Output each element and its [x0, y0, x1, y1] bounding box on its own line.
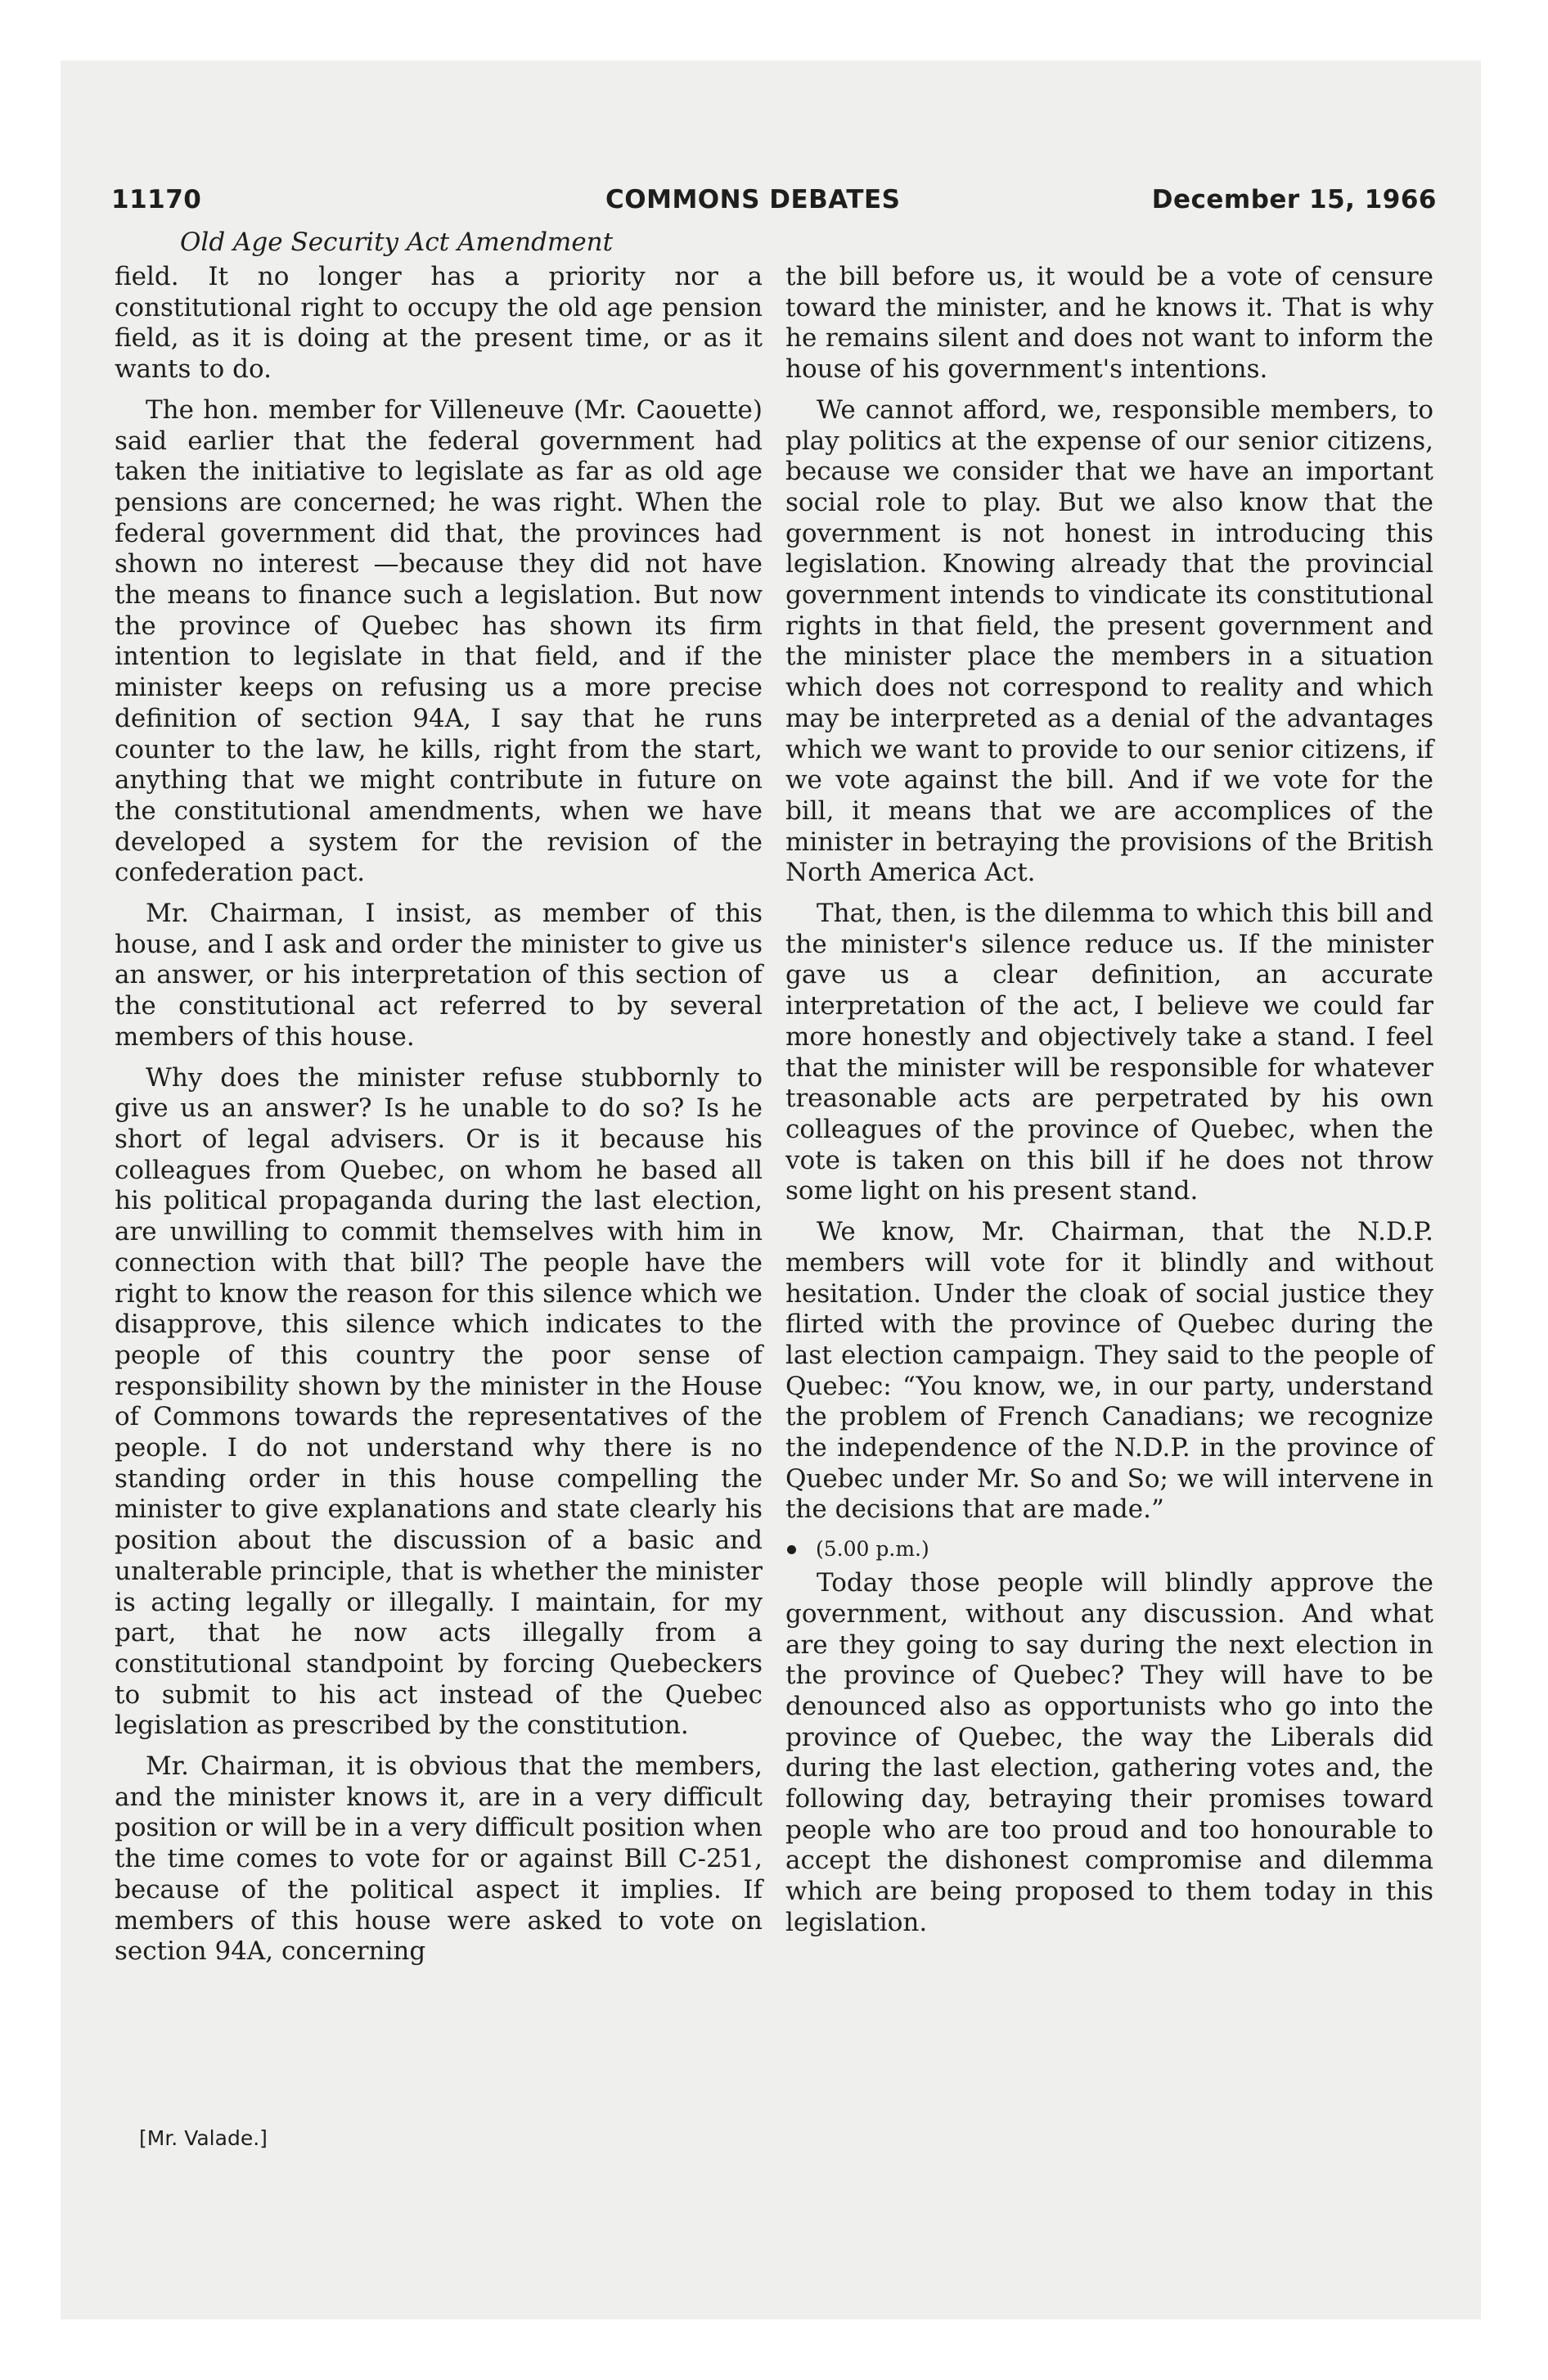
paragraph: The hon. member for Villeneuve (Mr. Caouette) said earlier that the federal government had taken the initiative to legislate as far as old age pensions are concerned; he was right. When the federal government did that, the provinces had shown no interest —because they did not have the means to finance such a legislation. But now the province of Quebec has shown its firm intention to legislate in that field, and if the minister keeps on refusing us a more precise definition of section 94A, I say that he runs counter to the law, he kills, right from the start, anything that we might contribute in future on the constitutional amendments, when we have developed a system for the revision of the confederation pact. — [115, 394, 763, 888]
paragraph: Why does the minister refuse stubbornly to give us an answer? Is he unable to do so? Is he short of legal advisers. Or is it because his colleagues from Quebec, on whom he based all his political propaganda during the last election, are unwilling to commit themselves with him in connection with that bill? The people have the right to know the reason for this silence which we disapprove, this silence which indicates to the people of this country the poor sense of responsibility shown by the minister in the House of Commons towards the representatives of the people. I do not understand why there is no standing order in this house compelling the minister to give explanations and state clearly his position about the discussion of a basic and unalterable principle, that is whether the minister is acting legally or illegally. I maintain, for my part, that he now acts illegally from a constitutional standpoint by forcing Quebeckers to submit to his act instead of the Quebec legislation as prescribed by the constitution. — [115, 1062, 763, 1741]
publication-title: COMMONS DEBATES — [605, 185, 901, 214]
speaker-footer: [Mr. Valade.] — [139, 2126, 268, 2150]
left-column — [115, 262, 763, 1977]
paragraph: Today those people will blindly approve the government, without any discussion. And what are they going to say during the next election in the province of Quebec? They will have to be denounced also as opportunists who go into the province of Quebec, the way the Liberals did during the last election, gathering votes and, the following day, betraying their promises toward people who are too proud and too honourable to accept the dishonest compromise and dilemma which are being proposed to them today in this legislation. — [785, 1568, 1433, 1937]
timestamp — [785, 1535, 1433, 1563]
paragraph: the bill before us, it would be a vote of censure toward the minister, and he knows it. That is why he remains silent and does not want to inform the house of his government's intentions. — [785, 262, 1433, 385]
page-number: 11170 — [111, 185, 202, 214]
paragraph: Mr. Chairman, I insist, as member of this house, and I ask and order the minister to give us an answer, or his interpretation of this section of the constitutional act referred to by several members of this house. — [115, 899, 763, 1052]
paragraph: field. It no longer has a priority nor a constitutional right to occupy the old age pension field, as it is doing at the present time, or as it wants to do. — [115, 262, 763, 385]
timestamp-text: (5.00 p.m.) — [816, 1537, 929, 1562]
paragraph: Mr. Chairman, it is obvious that the members, and the minister knows it, are in a very difficult position or will be in a very difficult position when the time comes to vote for or against Bill C-251, because of the political aspect it implies. If members of this house were asked to vote on section 94A, concerning — [115, 1751, 763, 1967]
right-column — [785, 262, 1433, 1949]
paragraph: We know, Mr. Chairman, that the N.D.P. members will vote for it blindly and without hesitation. Under the cloak of social justice they flirted with the province of Quebec during the last election campaign. They said to the people of Quebec: “You know, we, in our party, understand the problem of French Canadians; we recognize the independence of the N.D.P. in the province of Quebec under Mr. So and So; we will intervene in the decisions that are made.” — [785, 1217, 1433, 1525]
paragraph: That, then, is the dilemma to which this bill and the minister's silence reduce us. If the minister gave us a clear definition, an accurate interpretation of the act, I believe we could far more honestly and objectively take a stand. I feel that the minister will be responsible for whatever treasonable acts are perpetrated by his own colleagues of the province of Quebec, when the vote is taken on this bill if he does not throw some light on his present stand. — [785, 899, 1433, 1206]
paragraph: We cannot afford, we, responsible members, to play politics at the expense of our senior citizens, because we consider that we have an important social role to play. But we also know that the government is not honest in introducing this legislation. Knowing already that the provincial government intends to vindicate its constitutional rights in that field, the present government and the minister place the members in a situation which does not correspond to reality and which may be interpreted as a denial of the advantages which we want to provide to our senior citizens, if we vote against the bill. And if we vote for the bill, it means that we are accomplices of the minister in betraying the provisions of the British North America Act. — [785, 394, 1433, 888]
section-subject: Old Age Security Act Amendment — [180, 228, 614, 257]
page-header — [111, 185, 1437, 226]
publication-date: December 15, 1966 — [1151, 185, 1437, 214]
bullet-icon — [787, 1545, 796, 1554]
